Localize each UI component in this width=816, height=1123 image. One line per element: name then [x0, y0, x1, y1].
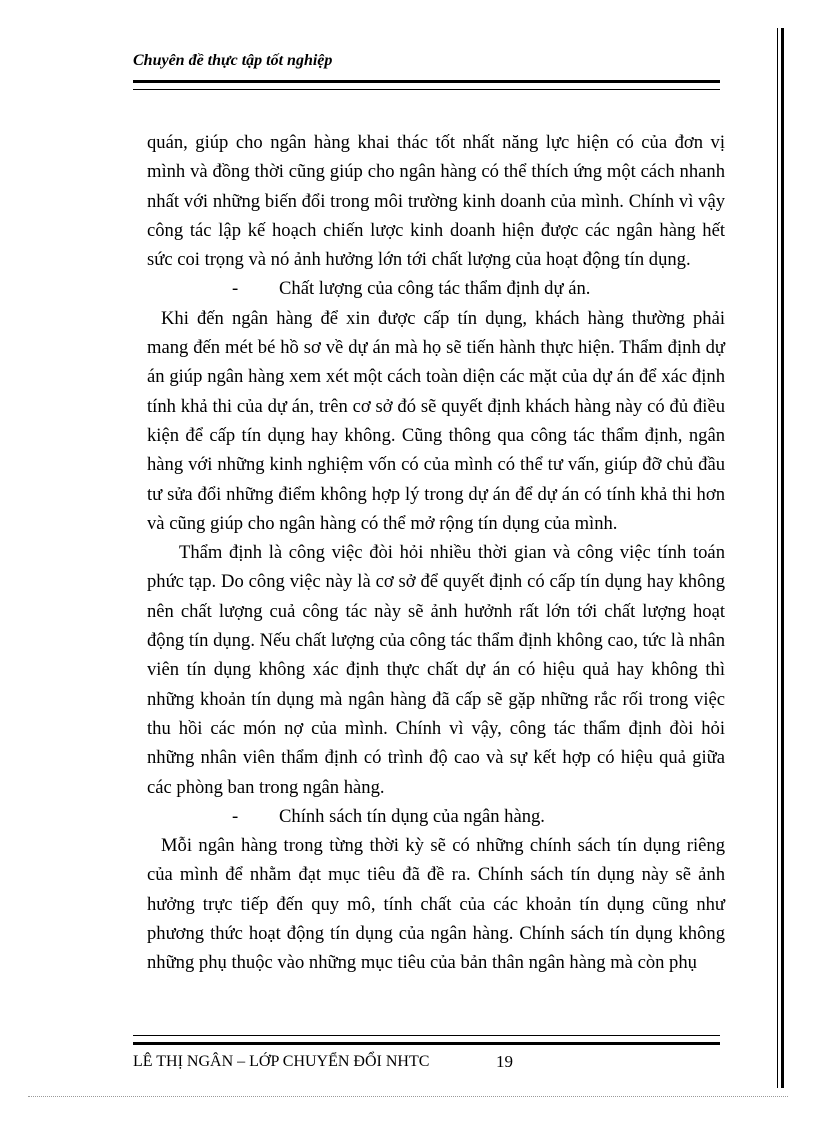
bullet-text: Chất lượng của công tác thẩm định dự án.: [279, 278, 591, 300]
header-title: Chuyên đề thực tập tốt nghiệp: [133, 52, 333, 69]
paragraph-4: Mỗi ngân hàng trong từng thời kỳ sẽ có những chính sách tín dụng riêng của mình để nhằm đạt mục tiêu đã đề ra. Chính sách tín dụng này sẽ ảnh hưởng trực tiếp đến quy mô, tính chất của các khoản tín dụng cũng như phương thức hoạt động tín dụng của ngân hàng. Chính sách tín dụng không những phụ thuộc vào những mục tiêu của bản thân ngân hàng mà còn phụ: [147, 835, 725, 974]
page-border-right: [777, 28, 782, 1088]
document-body: [147, 128, 725, 978]
paragraph-1: quán, giúp cho ngân hàng khai thác tốt nhất năng lực hiện có của đơn vị mình và đồng thời cũng giúp cho ngân hàng có thể thích ứng một cách nhanh nhất với những biến đổi trong môi trường kinh doanh của mình. Chính vì vậy công tác lập kế hoạch chiến lược kinh doanh hiện được các ngân hàng hết sức coi trọng và nó ảnh hưởng lớn tới chất lượng của hoạt động tín dụng.: [147, 132, 725, 271]
header-divider: [133, 80, 720, 90]
paragraph-3: Thẩm định là công việc đòi hỏi nhiều thời gian và công việc tính toán phức tạp. Do công việc này là cơ sở để quyết định có cấp tín dụng hay không nên chất lượng cuả công tác này sẽ ảnh hưởnh rất lớn tới chất lượng hoạt động tín dụng. Nếu chất lượng của công tác thẩm định không cao, tức là nhân viên tín dụng không xác định thực chất dự án có hiệu quả hay không thì những khoản tín dụng mà ngân hàng đã cấp sẽ gặp những rắc rối trong việc thu hồi các món nợ của mình. Chính vì vậy, công tác thẩm định đòi hỏi những nhân viên thẩm định có trình độ cao và sự kết hợp có hiệu quả giữa các phòng ban trong ngân hàng.: [147, 542, 725, 798]
paragraph-2: Khi đến ngân hàng để xin được cấp tín dụng, khách hàng thường phải mang đến mét bé hồ sơ về dự án mà họ sẽ tiến hành thực hiện. Thẩm định dự án giúp ngân hàng xem xét một cách toàn diện các mặt của dự án để xác định tính khả thi của dự án, trên cơ sở đó sẽ quyết định khách hàng này có đủ điều kiện để cấp tín dụng hay không. Cũng thông qua công tác thẩm định, ngân hàng với những kinh nghiệm vốn có của mình có thể tư vấn, giúp đỡ chủ đầu tư sửa đổi những điểm không hợp lý trong dự án để dự án có tính khả thi hơn và cũng giúp cho ngân hàng có thể mở rộng tín dụng của mình.: [147, 307, 725, 534]
bottom-dotted-line: [28, 1096, 788, 1097]
page-number: 19: [496, 1052, 513, 1071]
bullet-dash: -: [232, 805, 239, 827]
bullet-heading-appraisal: [147, 274, 725, 303]
bullet-dash: -: [232, 278, 239, 300]
footer-divider: [133, 1035, 720, 1045]
footer-author: LÊ THỊ NGÂN – LỚP CHUYỂN ĐỔI NHTC: [133, 1053, 430, 1070]
bullet-heading-credit-policy: [147, 802, 725, 831]
bullet-text: Chính sách tín dụng của ngân hàng.: [279, 805, 545, 827]
